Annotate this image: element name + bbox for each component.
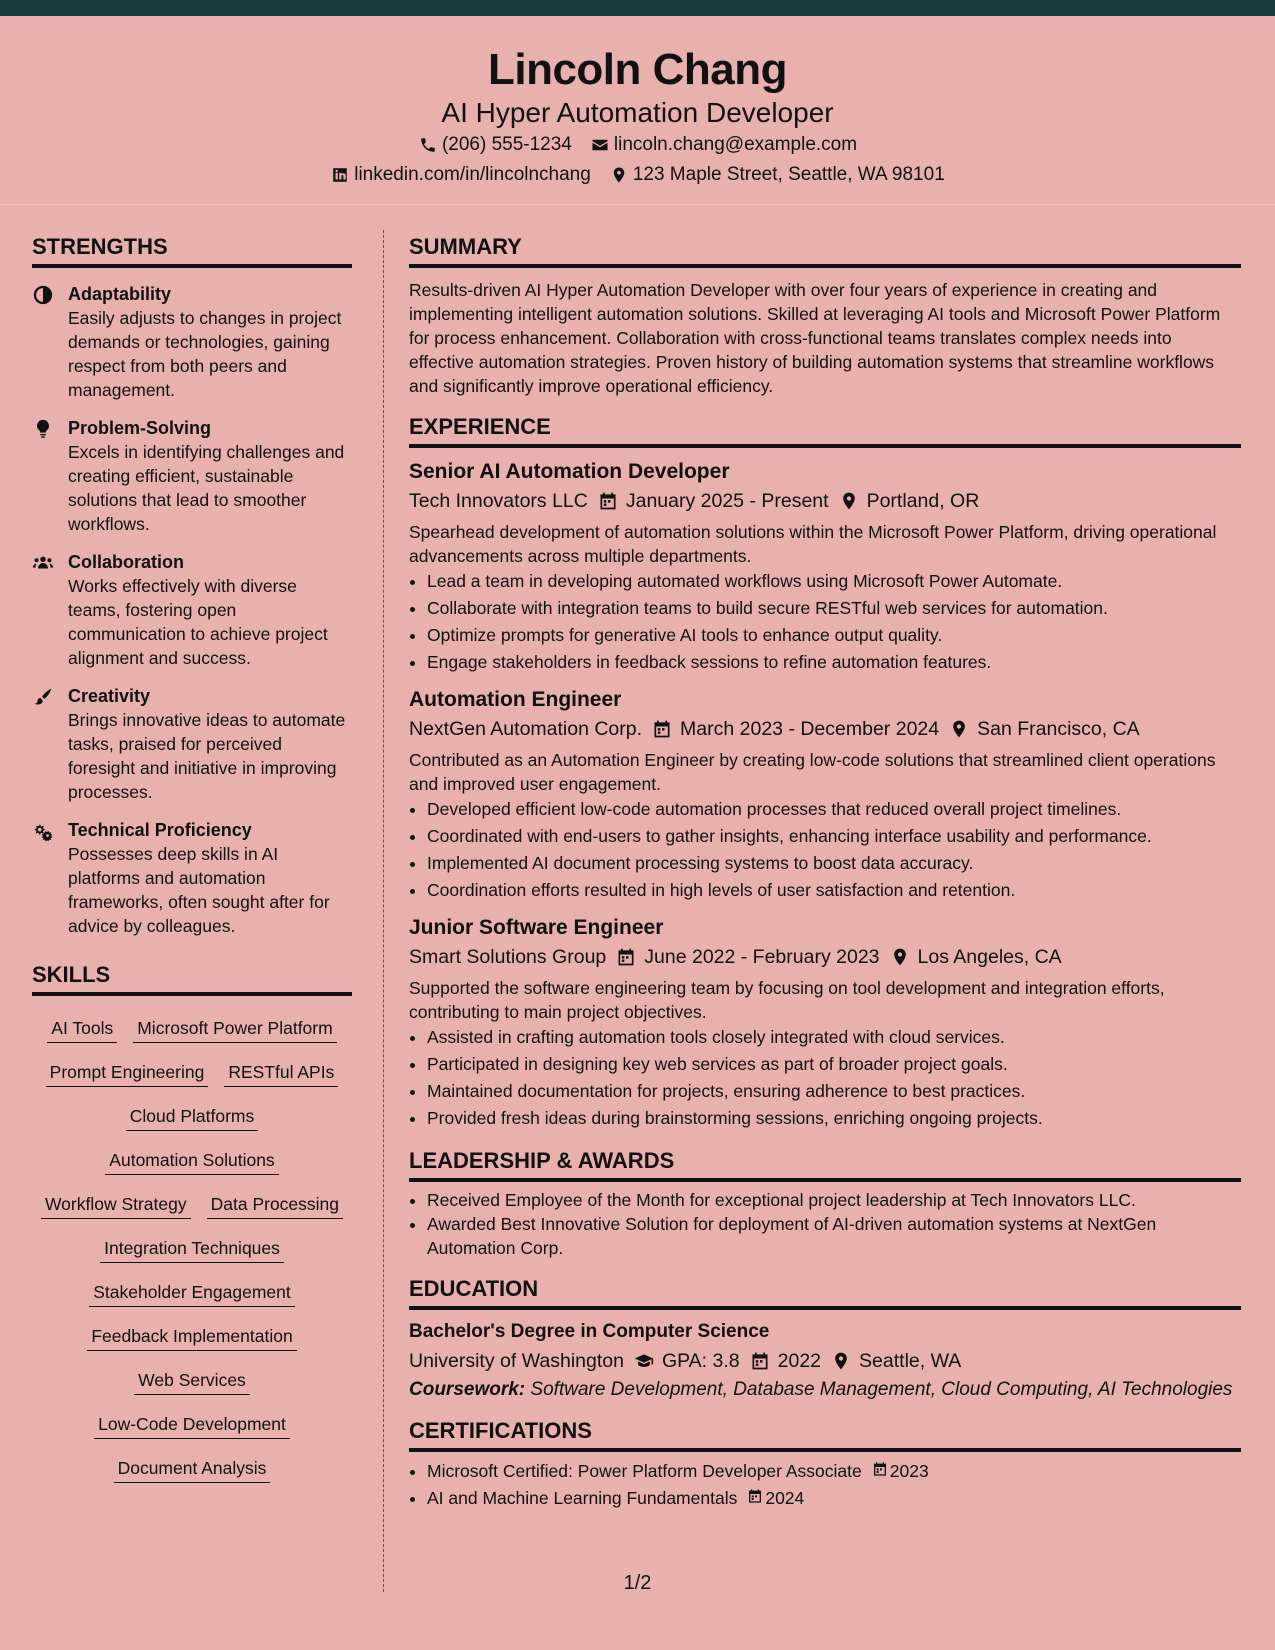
linkedin-icon: [330, 165, 350, 185]
cert-year: 2023: [889, 1461, 929, 1481]
job-bullets: [409, 1024, 1241, 1132]
leadership-heading: LEADERSHIP & AWARDS: [409, 1146, 1241, 1182]
strength-desc: Works effectively with diverse teams, fostering open communication to achieve project alignment and success.: [68, 576, 328, 668]
users-icon: [32, 550, 56, 670]
company-name: Smart Solutions Group: [409, 946, 607, 968]
skills-list: [32, 1008, 352, 1492]
graduation-year: 2022: [777, 1350, 822, 1372]
list-item: • Provided fresh ideas during brainstorming sessions, enriching ongoing projects.: [427, 1105, 1241, 1132]
job-entry: [409, 914, 1241, 1132]
job-bullets: [409, 796, 1241, 904]
strength-desc: Brings innovative ideas to automate tasks, praised for perceived foresight and initiative in improving processes.: [68, 710, 346, 802]
education-heading: EDUCATION: [409, 1274, 1241, 1310]
candidate-name: Lincoln Chang: [487, 45, 788, 94]
coursework: [409, 1378, 1241, 1402]
phone-icon: [418, 135, 438, 155]
strengths-heading: STRENGTHS: [32, 232, 352, 268]
list-item: [427, 1458, 1241, 1485]
education-meta: [409, 1346, 1241, 1376]
skill-tag: Automation Solutions: [105, 1148, 278, 1175]
strength-item: [32, 550, 352, 670]
coursework-label: Coursework:: [409, 1379, 526, 1400]
certifications-heading: CERTIFICATIONS: [409, 1416, 1241, 1452]
calendar-icon: [652, 719, 672, 739]
job-entry: [409, 458, 1241, 676]
school-name: University of Washington: [409, 1350, 624, 1372]
lightbulb-icon: [32, 416, 56, 536]
list-item: • Lead a team in developing automated workflows using Microsoft Power Automate.: [427, 568, 1241, 595]
job-location: Portland, OR: [866, 490, 980, 512]
certifications-list: [409, 1458, 1241, 1512]
strength-item: [32, 818, 352, 938]
list-item: • Coordinated with end-users to gather insights, enhancing interface usability and performance.: [427, 823, 1241, 850]
strength-desc: Possesses deep skills in AI platforms and automation frameworks, often sought after for advice by colleagues.: [68, 844, 330, 936]
map-marker-icon: [890, 947, 910, 967]
skill-tag: Data Processing: [207, 1192, 343, 1219]
degree-title: Bachelor's Degree in Computer Science: [409, 1321, 770, 1342]
resume-header: [0, 16, 1275, 205]
skill-tag: Document Analysis: [114, 1456, 271, 1483]
calendar-icon: [598, 491, 618, 511]
skill-tag: Web Services: [134, 1368, 250, 1395]
skill-tag: Microsoft Power Platform: [133, 1016, 336, 1043]
calendar-icon: [750, 1351, 770, 1371]
skill-tag: RESTful APIs: [224, 1060, 338, 1087]
list-item: • Assisted in crafting automation tools closely integrated with cloud services.: [427, 1024, 1241, 1051]
phone-text: (206) 555-1234: [441, 134, 572, 155]
contact-row-2: [0, 160, 1275, 190]
job-meta: [409, 942, 1241, 972]
job-meta: [409, 486, 1241, 516]
address-text: 123 Maple Street, Seattle, WA 98101: [632, 164, 945, 185]
skill-tag: Integration Techniques: [100, 1236, 284, 1263]
strength-item: [32, 684, 352, 804]
skills-heading: SKILLS: [32, 960, 352, 996]
right-column: [409, 232, 1241, 1512]
list-item: • Participated in designing key web services as part of broader project goals.: [427, 1051, 1241, 1078]
summary-heading: SUMMARY: [409, 232, 1241, 268]
cert-name: Microsoft Certified: Power Platform Developer Associate: [427, 1461, 862, 1481]
experience-heading: EXPERIENCE: [409, 412, 1241, 448]
list-item: • Collaborate with integration teams to build secure RESTful web services for automation.: [427, 595, 1241, 622]
column-divider: [383, 230, 384, 1592]
job-dates: March 2023 - December 2024: [680, 718, 940, 740]
list-item: • Received Employee of the Month for exceptional project leadership at Tech Innovators LLC.: [427, 1188, 1241, 1212]
job-location: San Francisco, CA: [977, 718, 1140, 740]
calendar-icon: [872, 1458, 888, 1485]
job-entry: [409, 686, 1241, 904]
list-item: • Maintained documentation for projects, ensuring adherence to best practices.: [427, 1078, 1241, 1105]
address-contact: [609, 160, 945, 190]
strength-desc: Excels in identifying challenges and creating efficient, sustainable solutions that lead to smoother workflows.: [68, 442, 345, 534]
graduation-cap-icon: [634, 1351, 654, 1371]
cert-name: AI and Machine Learning Fundamentals: [427, 1488, 738, 1508]
job-dates: January 2025 - Present: [625, 490, 829, 512]
skill-tag: Cloud Platforms: [126, 1104, 259, 1131]
map-marker-icon: [949, 719, 969, 739]
list-item: • Coordination efforts resulted in high levels of user satisfaction and retention.: [427, 877, 1241, 904]
job-description: Contributed as an Automation Engineer by creating low-code solutions that streamlined client operations and improved user engagement.: [409, 750, 1216, 794]
strength-item: [32, 416, 352, 536]
strength-name: Technical Proficiency: [68, 820, 252, 840]
job-title: Automation Engineer: [409, 688, 622, 711]
calendar-icon: [616, 947, 636, 967]
job-title: Senior AI Automation Developer: [409, 460, 730, 483]
envelope-icon: [590, 135, 610, 155]
strength-item: [32, 282, 352, 402]
leadership-list: [409, 1188, 1241, 1260]
calendar-icon: [747, 1485, 763, 1512]
cert-year: 2024: [765, 1488, 805, 1508]
map-marker-icon: [609, 165, 629, 185]
strength-name: Creativity: [68, 686, 151, 706]
skill-tag: Stakeholder Engagement: [89, 1280, 295, 1307]
page-number: 1/2: [623, 1572, 652, 1594]
cogs-icon: [32, 818, 56, 938]
skill-tag: AI Tools: [47, 1016, 117, 1043]
job-description: Spearhead development of automation solutions within the Microsoft Power Platform, driving operational advancements across multiple departments.: [409, 522, 1217, 566]
list-item: • Optimize prompts for generative AI tools to enhance output quality.: [427, 622, 1241, 649]
skill-tag: Low-Code Development: [94, 1412, 290, 1439]
job-location: Los Angeles, CA: [917, 946, 1062, 968]
strength-name: Adaptability: [68, 284, 172, 304]
list-item: [427, 1485, 1241, 1512]
skill-tag: Feedback Implementation: [87, 1324, 296, 1351]
linkedin-contact[interactable]: [330, 160, 591, 190]
summary-text: Results-driven AI Hyper Automation Developer with over four years of experience in creating and implementing intelligent automation solutions. Skilled at leveraging AI tools and Microsoft Power Platform for process enhancement. Collaboration with cross-functional teams translates complex needs into effective automation strategies. Proven history of building automation systems that streamline workflows and significantly improve operational efficiency.: [409, 280, 1221, 396]
skill-tag: Prompt Engineering: [46, 1060, 209, 1087]
strength-name: Collaboration: [68, 552, 184, 572]
paintbrush-icon: [32, 684, 56, 804]
job-title: Junior Software Engineer: [409, 916, 664, 939]
school-location: Seattle, WA: [859, 1350, 962, 1372]
phone-contact: [418, 130, 572, 160]
top-accent-bar: [0, 0, 1275, 16]
company-name: NextGen Automation Corp.: [409, 718, 643, 740]
list-item: • Developed efficient low-code automation processes that reduced overall project timelines.: [427, 796, 1241, 823]
map-marker-icon: [831, 1351, 851, 1371]
email-text[interactable]: lincoln.chang@example.com: [613, 134, 858, 155]
left-column: [32, 232, 352, 1492]
strengths-list: [32, 282, 352, 938]
email-contact[interactable]: [590, 130, 857, 160]
job-dates: June 2022 - February 2023: [644, 946, 880, 968]
job-meta: [409, 714, 1241, 744]
job-bullets: [409, 568, 1241, 676]
strength-name: Problem-Solving: [68, 418, 212, 438]
adjust-icon: [32, 282, 56, 402]
strength-desc: Easily adjusts to changes in project demands or technologies, gaining respect from both peers and management.: [68, 308, 342, 400]
list-item: • Engage stakeholders in feedback sessions to refine automation features.: [427, 649, 1241, 676]
candidate-title: AI Hyper Automation Developer: [441, 97, 834, 128]
job-description: Supported the software engineering team by focusing on tool development and integration efforts, contributing to main project objectives.: [409, 978, 1165, 1022]
linkedin-text[interactable]: linkedin.com/in/lincolnchang: [354, 164, 591, 185]
gpa: GPA: 3.8: [661, 1350, 740, 1372]
skill-tag: Workflow Strategy: [41, 1192, 191, 1219]
contact-row-1: [0, 130, 1275, 160]
list-item: • Implemented AI document processing systems to boost data accuracy.: [427, 850, 1241, 877]
coursework-text: Software Development, Database Management, Cloud Computing, AI Technologies: [530, 1379, 1233, 1400]
company-name: Tech Innovators LLC: [409, 490, 588, 512]
map-marker-icon: [839, 491, 859, 511]
list-item: • Awarded Best Innovative Solution for deployment of AI-driven automation systems at NextGen Automation Corp.: [427, 1212, 1241, 1260]
